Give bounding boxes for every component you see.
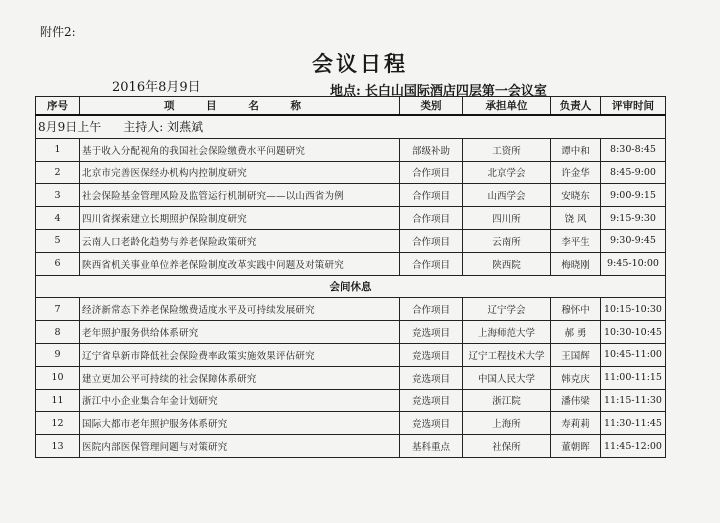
agenda-group-a [36,138,666,275]
responsible-unit: 辽宁工程技术大学 [463,343,551,366]
col-header-person: 负责人 [551,97,601,116]
project-title: 医院内部医保管理问题与对策研究 [80,435,400,458]
project-title: 陕西省机关事业单位养老保险制度改革实践中问题及对策研究 [80,252,400,275]
row-number: 1 [36,138,80,161]
attachment-label: 附件2: [40,25,76,39]
table-row [36,138,666,161]
responsible-unit: 北京学会 [463,161,551,184]
meeting-date: 2016年8月9日 [112,80,201,95]
col-header-category: 类别 [400,97,463,116]
col-header-time: 评审时间 [601,97,666,116]
responsible-unit: 上海师范大学 [463,321,551,344]
project-category: 部级补助 [400,138,463,161]
responsible-person: 李平生 [551,229,601,252]
row-number: 5 [36,229,80,252]
responsible-person: 谭中和 [551,138,601,161]
project-title: 云南人口老龄化趋势与养老保险政策研究 [80,229,400,252]
responsible-unit: 浙江院 [463,389,551,412]
project-category: 基科重点 [400,435,463,458]
review-time: 11:45-12:00 [601,435,666,458]
break-row [36,275,666,298]
review-time: 9:30-9:45 [601,229,666,252]
table-row [36,298,666,321]
table-row [36,389,666,412]
project-category: 竞选项目 [400,343,463,366]
review-time: 9:00-9:15 [601,184,666,207]
responsible-person: 寿莉莉 [551,412,601,435]
location-value: 长白山国际酒店四层第一会议室 [364,84,547,99]
table-row [36,207,666,230]
row-number: 11 [36,389,80,412]
responsible-person: 安晓东 [551,184,601,207]
responsible-unit: 中国人民大学 [463,366,551,389]
responsible-unit: 工资所 [463,138,551,161]
review-time: 10:45-11:00 [601,343,666,366]
project-category: 合作项目 [400,229,463,252]
review-time: 11:00-11:15 [601,366,666,389]
table-row [36,435,666,458]
review-time: 10:30-10:45 [601,321,666,344]
project-title: 浙江中小企业集合年金计划研究 [80,389,400,412]
row-number: 13 [36,435,80,458]
review-time: 10:15-10:30 [601,298,666,321]
table-row [36,229,666,252]
row-number: 4 [36,207,80,230]
responsible-person: 郝 勇 [551,321,601,344]
row-number: 2 [36,161,80,184]
responsible-unit: 社保所 [463,435,551,458]
col-header-title: 项 目 名 称 [80,97,400,116]
project-category: 竞选项目 [400,366,463,389]
review-time: 9:15-9:30 [601,207,666,230]
row-number: 7 [36,298,80,321]
responsible-unit: 山西学会 [463,184,551,207]
project-title: 基于收入分配视角的我国社会保险缴费水平问题研究 [80,138,400,161]
row-number: 12 [36,412,80,435]
row-number: 8 [36,321,80,344]
responsible-person: 许金华 [551,161,601,184]
project-category: 合作项目 [400,298,463,321]
responsible-unit: 上海所 [463,412,551,435]
project-title: 四川省探索建立长期照护保险制度研究 [80,207,400,230]
responsible-unit: 陕西院 [463,252,551,275]
review-time: 8:30-8:45 [601,138,666,161]
project-category: 合作项目 [400,207,463,230]
table-row [36,252,666,275]
page-title: 会议日程 [312,51,408,76]
table-row [36,366,666,389]
project-title: 老年照护服务供给体系研究 [80,321,400,344]
table-row [36,184,666,207]
responsible-unit: 四川所 [463,207,551,230]
responsible-person: 饶 风 [551,207,601,230]
responsible-person: 董朝晖 [551,435,601,458]
row-number: 9 [36,343,80,366]
table-row [36,321,666,344]
responsible-person: 韩克庆 [551,366,601,389]
responsible-person: 穆怀中 [551,298,601,321]
col-header-unit: 承担单位 [463,97,551,116]
table-row [36,412,666,435]
project-category: 竞选项目 [400,321,463,344]
table-row [36,161,666,184]
review-time: 9:45-10:00 [601,252,666,275]
project-title: 辽宁省阜新市降低社会保险费率政策实施效果评估研究 [80,343,400,366]
project-category: 合作项目 [400,184,463,207]
session-row [36,115,666,138]
project-category: 合作项目 [400,161,463,184]
row-number: 3 [36,184,80,207]
review-time: 8:45-9:00 [601,161,666,184]
review-time: 11:15-11:30 [601,389,666,412]
project-title: 社会保险基金管理风险及监管运行机制研究——以山西省为例 [80,184,400,207]
project-category: 竞选项目 [400,412,463,435]
table-header-row [36,97,666,116]
location-label: 地点: [330,84,361,99]
session-label: 8月9日上午 [38,120,102,135]
project-title: 北京市完善医保经办机构内控制度研究 [80,161,400,184]
responsible-person: 梅晓刚 [551,252,601,275]
schedule-table [35,96,666,458]
break-label: 会间休息 [36,275,666,298]
responsible-person: 潘伟梁 [551,389,601,412]
project-title: 国际大都市老年照护服务体系研究 [80,412,400,435]
session-cell [36,115,666,138]
col-header-num: 序号 [36,97,80,116]
project-category: 竞选项目 [400,389,463,412]
agenda-group-b [36,298,666,458]
project-title: 经济新常态下养老保险缴费适度水平及可持续发展研究 [80,298,400,321]
project-category: 合作项目 [400,252,463,275]
row-number: 6 [36,252,80,275]
table-row [36,343,666,366]
responsible-person: 王国辉 [551,343,601,366]
responsible-unit: 云南所 [463,229,551,252]
responsible-unit: 辽宁学会 [463,298,551,321]
review-time: 11:30-11:45 [601,412,666,435]
project-title: 建立更加公平可持续的社会保障体系研究 [80,366,400,389]
session-host: 主持人: 刘燕斌 [123,120,204,135]
row-number: 10 [36,366,80,389]
